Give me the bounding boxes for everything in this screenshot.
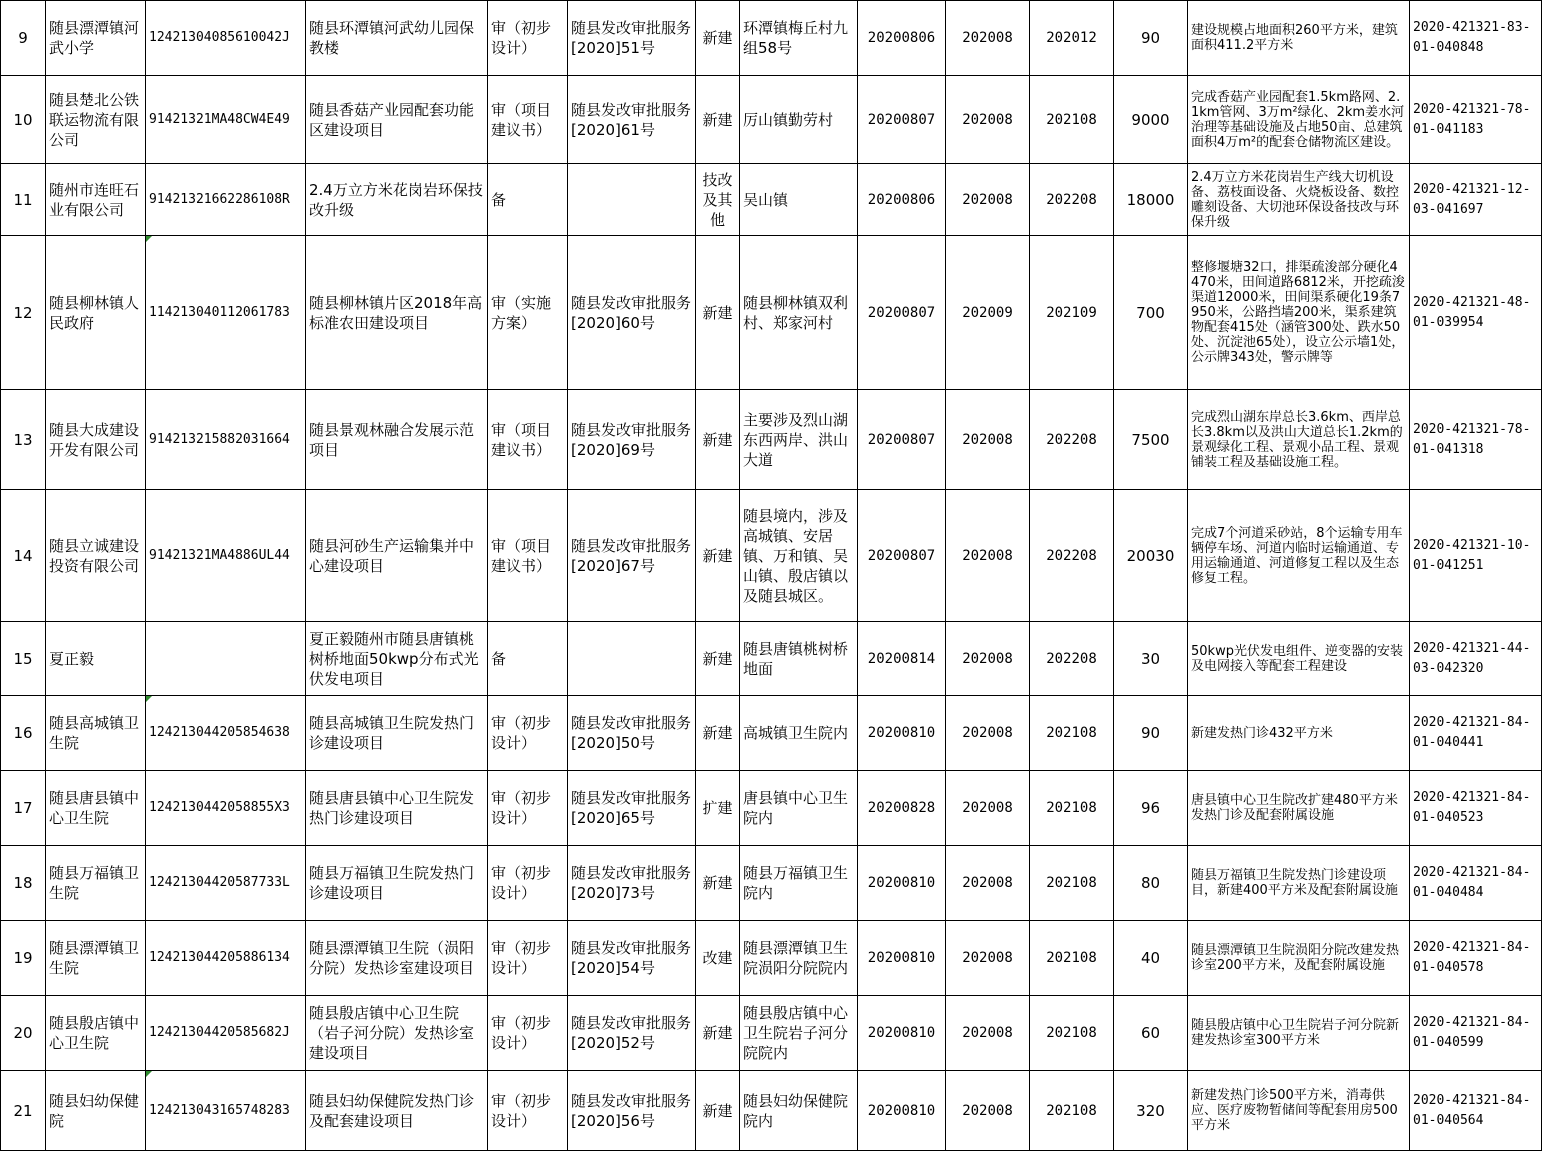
unit-name-cell: 随县立诚建设投资有限公司 (46, 490, 146, 622)
approval-date-cell: 20200807 (858, 236, 946, 390)
row-index: 14 (1, 490, 46, 622)
approval-date-cell: 20200807 (858, 76, 946, 164)
approval-type-cell: 审（初步设计） (488, 846, 568, 921)
start-date-cell: 202008 (946, 1, 1030, 76)
end-date-cell: 202108 (1030, 771, 1114, 846)
end-date-cell: 202012 (1030, 1, 1114, 76)
table-row (1, 996, 1542, 1071)
unit-name-cell: 随县殷店镇中心卫生院 (46, 996, 146, 1071)
start-date-cell: 202008 (946, 1071, 1030, 1151)
location-cell: 唐县镇中心卫生院内 (740, 771, 858, 846)
approval-date-cell: 20200806 (858, 1, 946, 76)
table-row (1, 76, 1542, 164)
start-date-cell: 202008 (946, 164, 1030, 236)
construction-type-cell: 新建 (696, 696, 740, 771)
end-date-cell: 202108 (1030, 921, 1114, 996)
construction-type-cell: 新建 (696, 1, 740, 76)
row-index: 13 (1, 390, 46, 490)
registration-code-cell: 2020-421321-84-01-040441 (1410, 696, 1542, 771)
end-date-cell: 202208 (1030, 622, 1114, 696)
content-cell: 唐县镇中心卫生院改扩建480平方米发热门诊及配套附属设施 (1188, 771, 1410, 846)
credit-code-cell: 124213043165748283 (146, 1071, 306, 1151)
table-row (1, 622, 1542, 696)
location-cell: 主要涉及烈山湖东西两岸、洪山大道 (740, 390, 858, 490)
investment-cell: 320 (1114, 1071, 1188, 1151)
end-date-cell: 202108 (1030, 696, 1114, 771)
project-name-cell: 随县景观林融合发展示范项目 (306, 390, 488, 490)
comment-marker-icon (146, 696, 152, 702)
row-index: 10 (1, 76, 46, 164)
document-number-cell: 随县发改审批服务[2020]50号 (568, 696, 696, 771)
approval-type-cell: 审（初步设计） (488, 921, 568, 996)
credit-code-cell: 91421321MA4886UL44 (146, 490, 306, 622)
location-cell: 随县漂潭镇卫生院涢阳分院院内 (740, 921, 858, 996)
investment-cell: 9000 (1114, 76, 1188, 164)
table-row (1, 846, 1542, 921)
project-name-cell: 随县河砂生产运输集并中心建设项目 (306, 490, 488, 622)
construction-type-cell: 新建 (696, 622, 740, 696)
location-cell: 环潭镇梅丘村九组58号 (740, 1, 858, 76)
registration-code-cell: 2020-421321-44-03-042320 (1410, 622, 1542, 696)
comment-marker-icon (146, 1071, 152, 1077)
project-name-cell: 随县环潭镇河武幼儿园保教楼 (306, 1, 488, 76)
unit-name-cell: 随县漂潭镇河武小学 (46, 1, 146, 76)
unit-name-cell: 随县柳林镇人民政府 (46, 236, 146, 390)
approval-date-cell: 20200806 (858, 164, 946, 236)
unit-name-cell: 随县万福镇卫生院 (46, 846, 146, 921)
document-number-cell: 随县发改审批服务[2020]61号 (568, 76, 696, 164)
unit-name-cell: 随县唐县镇中心卫生院 (46, 771, 146, 846)
credit-code-cell: 12421304420585682J (146, 996, 306, 1071)
construction-type-cell: 新建 (696, 490, 740, 622)
investment-cell: 40 (1114, 921, 1188, 996)
investment-cell: 700 (1114, 236, 1188, 390)
table-row (1, 490, 1542, 622)
approval-type-cell: 审（初步设计） (488, 1071, 568, 1151)
unit-name-cell: 随县大成建设开发有限公司 (46, 390, 146, 490)
registration-code-cell: 2020-421321-84-01-040599 (1410, 996, 1542, 1071)
registration-code-cell: 2020-421321-84-01-040564 (1410, 1071, 1542, 1151)
table-row (1, 236, 1542, 390)
location-cell: 随县万福镇卫生院内 (740, 846, 858, 921)
location-cell: 随县妇幼保健院院内 (740, 1071, 858, 1151)
approval-type-cell: 审（初步设计） (488, 996, 568, 1071)
end-date-cell: 202109 (1030, 236, 1114, 390)
credit-code-cell: 1242130442058855X3 (146, 771, 306, 846)
approval-type-cell: 审（项目建议书） (488, 390, 568, 490)
project-name-cell: 随县唐县镇中心卫生院发热门诊建设项目 (306, 771, 488, 846)
document-number-cell: 随县发改审批服务[2020]54号 (568, 921, 696, 996)
content-cell: 新建发热门诊432平方米 (1188, 696, 1410, 771)
investment-cell: 30 (1114, 622, 1188, 696)
location-cell: 随县殷店镇中心卫生院岩子河分院院内 (740, 996, 858, 1071)
project-name-cell: 夏正毅随州市随县唐镇桃树桥地面50kwp分布式光伏发电项目 (306, 622, 488, 696)
start-date-cell: 202008 (946, 996, 1030, 1071)
start-date-cell: 202008 (946, 490, 1030, 622)
row-index: 16 (1, 696, 46, 771)
end-date-cell: 202108 (1030, 1071, 1114, 1151)
registration-code-cell: 2020-421321-78-01-041318 (1410, 390, 1542, 490)
start-date-cell: 202008 (946, 696, 1030, 771)
end-date-cell: 202108 (1030, 76, 1114, 164)
approval-date-cell: 20200807 (858, 490, 946, 622)
approval-type-cell: 审（初步设计） (488, 771, 568, 846)
row-index: 20 (1, 996, 46, 1071)
row-index: 15 (1, 622, 46, 696)
content-cell: 完成7个河道采砂站，8个运输专用车辆停车场、河道内临时运输通道、专用运输通道、河道修复工程以及生态修复工程。 (1188, 490, 1410, 622)
content-cell: 建设规模占地面积260平方米，建筑面积411.2平方米 (1188, 1, 1410, 76)
content-cell: 随县殷店镇中心卫生院岩子河分院新建发热诊室300平方米 (1188, 996, 1410, 1071)
row-index: 17 (1, 771, 46, 846)
start-date-cell: 202008 (946, 622, 1030, 696)
approval-type-cell: 审（实施方案） (488, 236, 568, 390)
registration-code-cell: 2020-421321-83-01-040848 (1410, 1, 1542, 76)
row-index: 19 (1, 921, 46, 996)
investment-cell: 7500 (1114, 390, 1188, 490)
document-number-cell: 随县发改审批服务[2020]69号 (568, 390, 696, 490)
location-cell: 吴山镇 (740, 164, 858, 236)
row-index: 12 (1, 236, 46, 390)
location-cell: 高城镇卫生院内 (740, 696, 858, 771)
credit-code-cell: 914213215882031664 (146, 390, 306, 490)
investment-cell: 80 (1114, 846, 1188, 921)
project-name-cell: 随县妇幼保健院发热门诊及配套建设项目 (306, 1071, 488, 1151)
content-cell: 随县万福镇卫生院发热门诊建设项目，新建400平方米及配套附属设施 (1188, 846, 1410, 921)
content-cell: 完成烈山湖东岸总长3.6km、西岸总长3.8km以及洪山大道总长1.2km的景观绿化工程、景观小品工程、景观铺装工程及基础设施工程。 (1188, 390, 1410, 490)
construction-type-cell: 新建 (696, 1071, 740, 1151)
row-index: 18 (1, 846, 46, 921)
unit-name-cell: 随县漂潭镇卫生院 (46, 921, 146, 996)
start-date-cell: 202008 (946, 846, 1030, 921)
registration-code-cell: 2020-421321-84-01-040578 (1410, 921, 1542, 996)
approval-type-cell: 审（初步设计） (488, 1, 568, 76)
approval-date-cell: 20200810 (858, 1071, 946, 1151)
registration-code-cell: 2020-421321-10-01-041251 (1410, 490, 1542, 622)
table-row (1, 164, 1542, 236)
registration-code-cell: 2020-421321-84-01-040484 (1410, 846, 1542, 921)
approval-type-cell: 备 (488, 622, 568, 696)
approval-date-cell: 20200810 (858, 846, 946, 921)
project-name-cell: 随县柳林镇片区2018年高标准农田建设项目 (306, 236, 488, 390)
investment-cell: 60 (1114, 996, 1188, 1071)
start-date-cell: 202008 (946, 76, 1030, 164)
approval-type-cell: 审（项目建议书） (488, 490, 568, 622)
project-name-cell: 随县殷店镇中心卫生院（岩子河分院）发热诊室建设项目 (306, 996, 488, 1071)
end-date-cell: 202208 (1030, 164, 1114, 236)
start-date-cell: 202008 (946, 771, 1030, 846)
investment-cell: 18000 (1114, 164, 1188, 236)
registration-code-cell: 2020-421321-84-01-040523 (1410, 771, 1542, 846)
end-date-cell: 202208 (1030, 490, 1114, 622)
credit-code-cell: 91421321662286108R (146, 164, 306, 236)
unit-name-cell: 随县楚北公铁联运物流有限公司 (46, 76, 146, 164)
project-name-cell: 随县高城镇卫生院发热门诊建设项目 (306, 696, 488, 771)
row-index: 21 (1, 1071, 46, 1151)
location-cell: 随县境内，涉及高城镇、安居镇、万和镇、吴山镇、殷店镇以及随县城区。 (740, 490, 858, 622)
approval-type-cell: 审（项目建议书） (488, 76, 568, 164)
approval-date-cell: 20200807 (858, 390, 946, 490)
project-name-cell: 随县漂潭镇卫生院（涢阳分院）发热诊室建设项目 (306, 921, 488, 996)
credit-code-cell: 91421321MA48CW4E49 (146, 76, 306, 164)
table-row (1, 1071, 1542, 1151)
credit-code-cell (146, 622, 306, 696)
table-row (1, 1, 1542, 76)
approval-date-cell: 20200810 (858, 921, 946, 996)
credit-code-cell: 114213040112061783 (146, 236, 306, 390)
document-number-cell (568, 622, 696, 696)
end-date-cell: 202208 (1030, 390, 1114, 490)
approval-type-cell: 审（初步设计） (488, 696, 568, 771)
table-row (1, 921, 1542, 996)
credit-code-cell: 124213044205886134 (146, 921, 306, 996)
start-date-cell: 202008 (946, 390, 1030, 490)
document-number-cell: 随县发改审批服务[2020]67号 (568, 490, 696, 622)
table-row (1, 696, 1542, 771)
start-date-cell: 202008 (946, 921, 1030, 996)
content-cell: 新建发热门诊500平方米，消毒供应、医疗废物暂储间等配套用房500平方米 (1188, 1071, 1410, 1151)
investment-cell: 96 (1114, 771, 1188, 846)
table-row (1, 771, 1542, 846)
document-number-cell: 随县发改审批服务[2020]56号 (568, 1071, 696, 1151)
content-cell: 随县漂潭镇卫生院涢阳分院改建发热诊室200平方米，及配套附属设施 (1188, 921, 1410, 996)
comment-marker-icon (146, 236, 152, 242)
start-date-cell: 202009 (946, 236, 1030, 390)
construction-type-cell: 新建 (696, 846, 740, 921)
investment-cell: 90 (1114, 696, 1188, 771)
investment-cell: 20030 (1114, 490, 1188, 622)
approval-date-cell: 20200810 (858, 996, 946, 1071)
content-cell: 整修堰塘32口，排渠疏浚部分硬化4470米，田间道路6812米，开挖疏浚渠道12000米，田间渠系硬化19条7950米，公路挡墙200米，渠系建筑物配套415处（涵管300处、跌水50处、沉淀池65处），设立公示墙1处，公示牌343处，警示牌等 (1188, 236, 1410, 390)
document-number-cell: 随县发改审批服务[2020]73号 (568, 846, 696, 921)
project-name-cell: 2.4万立方米花岗岩环保技改升级 (306, 164, 488, 236)
construction-type-cell: 新建 (696, 76, 740, 164)
construction-type-cell: 新建 (696, 996, 740, 1071)
end-date-cell: 202108 (1030, 846, 1114, 921)
approval-date-cell: 20200814 (858, 622, 946, 696)
investment-cell: 90 (1114, 1, 1188, 76)
location-cell: 随县唐镇桃树桥地面 (740, 622, 858, 696)
table-row (1, 390, 1542, 490)
registration-code-cell: 2020-421321-48-01-039954 (1410, 236, 1542, 390)
location-cell: 随县柳林镇双利村、郑家河村 (740, 236, 858, 390)
document-number-cell: 随县发改审批服务[2020]51号 (568, 1, 696, 76)
content-cell: 完成香菇产业园配套1.5km路网、2.1km管网、3万m²绿化、2km姜水河治理等基础设施及占地50亩、总建筑面积4万m²的配套仓储物流区建设。 (1188, 76, 1410, 164)
unit-name-cell: 随县高城镇卫生院 (46, 696, 146, 771)
project-name-cell: 随县香菇产业园配套功能区建设项目 (306, 76, 488, 164)
row-index: 9 (1, 1, 46, 76)
unit-name-cell: 随县妇幼保健院 (46, 1071, 146, 1151)
document-number-cell: 随县发改审批服务[2020]60号 (568, 236, 696, 390)
document-number-cell: 随县发改审批服务[2020]52号 (568, 996, 696, 1071)
credit-code-cell: 12421304420587733L (146, 846, 306, 921)
project-name-cell: 随县万福镇卫生院发热门诊建设项目 (306, 846, 488, 921)
document-number-cell (568, 164, 696, 236)
unit-name-cell: 夏正毅 (46, 622, 146, 696)
registration-code-cell: 2020-421321-12-03-041697 (1410, 164, 1542, 236)
approval-date-cell: 20200828 (858, 771, 946, 846)
construction-type-cell: 技改及其他 (696, 164, 740, 236)
construction-type-cell: 新建 (696, 390, 740, 490)
row-index: 11 (1, 164, 46, 236)
credit-code-cell: 124213044205854638 (146, 696, 306, 771)
registration-code-cell: 2020-421321-78-01-041183 (1410, 76, 1542, 164)
document-number-cell: 随县发改审批服务[2020]65号 (568, 771, 696, 846)
construction-type-cell: 新建 (696, 236, 740, 390)
construction-type-cell: 扩建 (696, 771, 740, 846)
credit-code-cell: 12421304085610042J (146, 1, 306, 76)
approval-date-cell: 20200810 (858, 696, 946, 771)
construction-type-cell: 改建 (696, 921, 740, 996)
content-cell: 50kwp光伏发电组件、逆变器的安装及电网接入等配套工程建设 (1188, 622, 1410, 696)
unit-name-cell: 随州市连旺石业有限公司 (46, 164, 146, 236)
location-cell: 厉山镇勤劳村 (740, 76, 858, 164)
content-cell: 2.4万立方米花岗岩生产线大切机设备、荔枝面设备、火烧板设备、数控雕刻设备、大切池环保设备技改与环保升级 (1188, 164, 1410, 236)
approval-type-cell: 备 (488, 164, 568, 236)
end-date-cell: 202108 (1030, 996, 1114, 1071)
